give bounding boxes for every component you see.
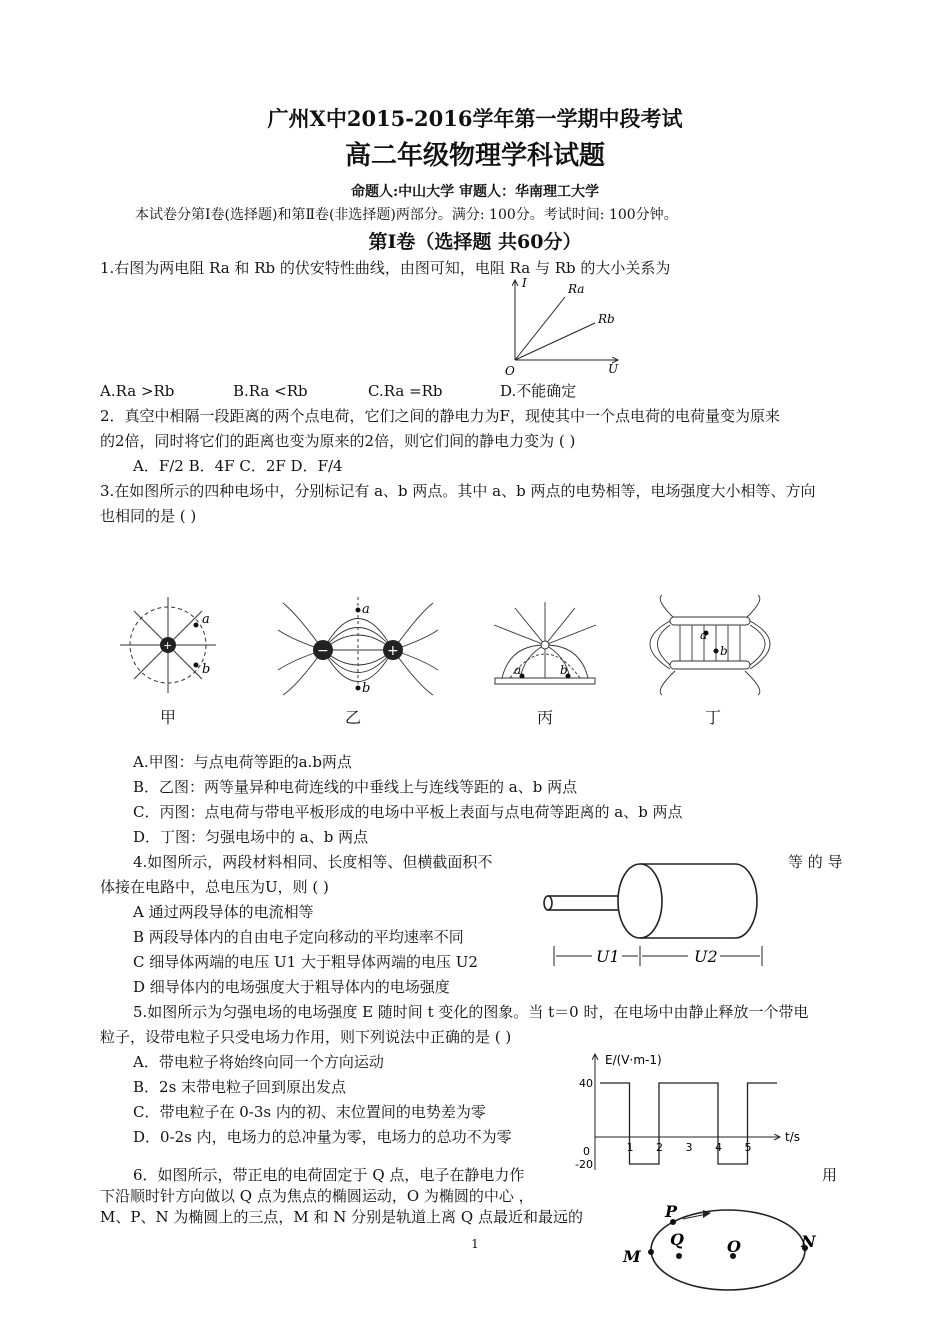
y-tick-label: 40 — [579, 1077, 593, 1090]
y-tick-label: 0 — [583, 1145, 590, 1158]
label-m: M — [623, 1247, 641, 1266]
bing-point-b: b — [560, 663, 568, 677]
q2-line1: 2．真空中相隔一段距离的两个点电荷，它们之间的静电力为F，现使其中一个点电荷的电荷量变为原来 — [100, 407, 780, 425]
u2-label: U2 — [694, 947, 718, 966]
x-tick-label: 2 — [656, 1141, 663, 1154]
q2-options: A．F/2 B．4F C．2F D．F/4 — [133, 457, 343, 475]
line-a-label: Ra — [568, 282, 585, 296]
q5-option-d: D．0-2s 内，电场力的总冲量为零，电场力的总功不为零 — [133, 1128, 512, 1146]
origin-label: O — [505, 364, 515, 378]
label-q: Q — [670, 1230, 684, 1249]
x-tick-label: 4 — [715, 1141, 722, 1154]
page-number: 1 — [471, 1237, 479, 1251]
yi-point-b: b — [362, 681, 371, 696]
ding-point-b: b — [720, 644, 728, 658]
label-n: N — [801, 1232, 816, 1251]
x-tick-label: 1 — [626, 1141, 634, 1154]
axis-i-label: I — [522, 276, 527, 290]
q1-stem: 1.右图为两电阻 Ra 和 Rb 的伏安特性曲线，由图可知，电阻 Ra 与 Rb 的大小关系为 — [100, 259, 671, 277]
figure-bing — [490, 600, 600, 690]
figure-ding — [650, 595, 775, 695]
q4-conductor-figure — [540, 858, 770, 970]
q1-option-d: D.不能确定 — [500, 382, 577, 400]
q4-option-a: A 通过两段导体的电流相等 — [133, 903, 314, 921]
caption-jia: 甲 — [160, 708, 177, 727]
line-b-label: Rb — [598, 312, 615, 326]
q4-option-c: C 细导体两端的电压 U1 大于粗导体两端的电压 U2 — [133, 953, 478, 971]
svg-text:+: + — [387, 643, 399, 659]
label-o: O — [727, 1237, 741, 1256]
q4-line1: 4.如图所示，两段材料相同、长度相等、但横截面积不 — [133, 853, 493, 871]
q3-line1: 3.在如图所示的四种电场中，分别标记有 a、b 两点。其中 a、b 两点的电势相等，电场强度大小相等、方向 — [100, 482, 816, 500]
caption-ding: 丁 — [705, 708, 722, 727]
authors-line: 命题人:中山大学 审题人：华南理工大学 — [350, 184, 600, 200]
q6-line2: 下沿顺时针方向做以 Q 点为焦点的椭圆运动，O 为椭圆的中心 ， — [100, 1187, 534, 1205]
chart-xlabel: t/s — [785, 1130, 800, 1144]
q5-option-a: A．带电粒子将始终向同一个方向运动 — [133, 1053, 384, 1071]
x-tick-label: 3 — [685, 1141, 693, 1154]
q5-field-time-chart — [575, 1050, 815, 1175]
q4-line2: 体接在电路中，总电压为U，则 ( ) — [100, 878, 329, 896]
exam-subtitle: 高二年级物理学科试题 — [344, 141, 605, 171]
q6-line1-end: 用 — [822, 1166, 838, 1184]
q5-line2: 粒子，设带电粒子只受电场力作用，则下列说法中正确的是 ( ) — [100, 1028, 512, 1046]
q1-option-b: B.Ra <Rb — [233, 382, 308, 400]
q5-option-c: C．带电粒子在 0-3s 内的初、末位置间的电势差为零 — [133, 1103, 486, 1121]
caption-yi: 乙 — [345, 708, 362, 727]
q1-option-c: C.Ra =Rb — [368, 382, 443, 400]
svg-text:−: − — [317, 643, 329, 659]
q3-option-d: D．丁图：匀强电场中的 a、b 两点 — [133, 828, 369, 846]
figure-yi — [278, 595, 438, 695]
x-tick-label: 5 — [744, 1141, 752, 1154]
q3-option-b: B．乙图：两等量异种电荷连线的中垂线上与连线等距的 a、b 两点 — [133, 778, 578, 796]
chart-ylabel: E/(V·m-1) — [605, 1053, 662, 1067]
caption-bing: 丙 — [537, 708, 554, 727]
q5-line1: 5.如图所示为匀强电场的电场强度 E 随时间 t 变化的图象。当 t＝0 时，在电场中由静止释放一个带电 — [133, 1003, 809, 1021]
q6-line1: 6．如图所示，带正电的电荷固定于 Q 点，电子在静电力作 — [133, 1166, 525, 1184]
jia-point-a: a — [202, 612, 210, 627]
exam-info: 本试卷分第Ⅰ卷(选择题)和第Ⅱ卷(非选择题)两部分。满分: 100分。考试时间: 100分钟。 — [135, 207, 678, 223]
q4-option-b: B 两段导体内的自由电子定向移动的平均速率不同 — [133, 928, 464, 946]
bing-point-a: a — [514, 663, 522, 677]
yi-point-a: a — [362, 602, 370, 617]
q3-option-c: C．丙图：点电荷与带电平板形成的电场中平板上表面与点电荷等距离的 a、b 两点 — [133, 803, 683, 821]
ding-point-a: a — [700, 628, 708, 642]
figure-jia — [120, 595, 220, 695]
section-heading: 第Ⅰ卷（选择题 共60分） — [368, 231, 582, 253]
label-p: P — [665, 1202, 678, 1221]
svg-text:+: + — [163, 639, 173, 652]
q2-line2: 的2倍，同时将它们的距离也变为原来的2倍，则它们间的静电力变为 ( ) — [100, 432, 576, 450]
q1-option-a: A.Ra >Rb — [100, 382, 175, 400]
jia-point-b: b — [202, 662, 211, 677]
axis-u-label: U — [608, 362, 619, 376]
q5-option-b: B．2s 末带电粒子回到原出发点 — [133, 1078, 347, 1096]
y-tick-label: -20 — [575, 1158, 593, 1171]
q4-line1-end: 等 的 导 — [788, 853, 843, 871]
exam-title: 广州X中2015-2016学年第一学期中段考试 — [267, 106, 683, 131]
q3-line2: 也相同的是 ( ) — [100, 507, 197, 525]
q1-iv-graph — [500, 275, 630, 380]
q4-option-d: D 细导体内的电场强度大于粗导体内的电场强度 — [133, 978, 450, 996]
u1-label: U1 — [596, 947, 620, 966]
q6-line3: M、P、N 为椭圆上的三点，M 和 N 分别是轨道上离 Q 点最近和最远的 — [100, 1208, 583, 1226]
q3-option-a: A.甲图：与点电荷等距的a.b两点 — [133, 753, 352, 771]
